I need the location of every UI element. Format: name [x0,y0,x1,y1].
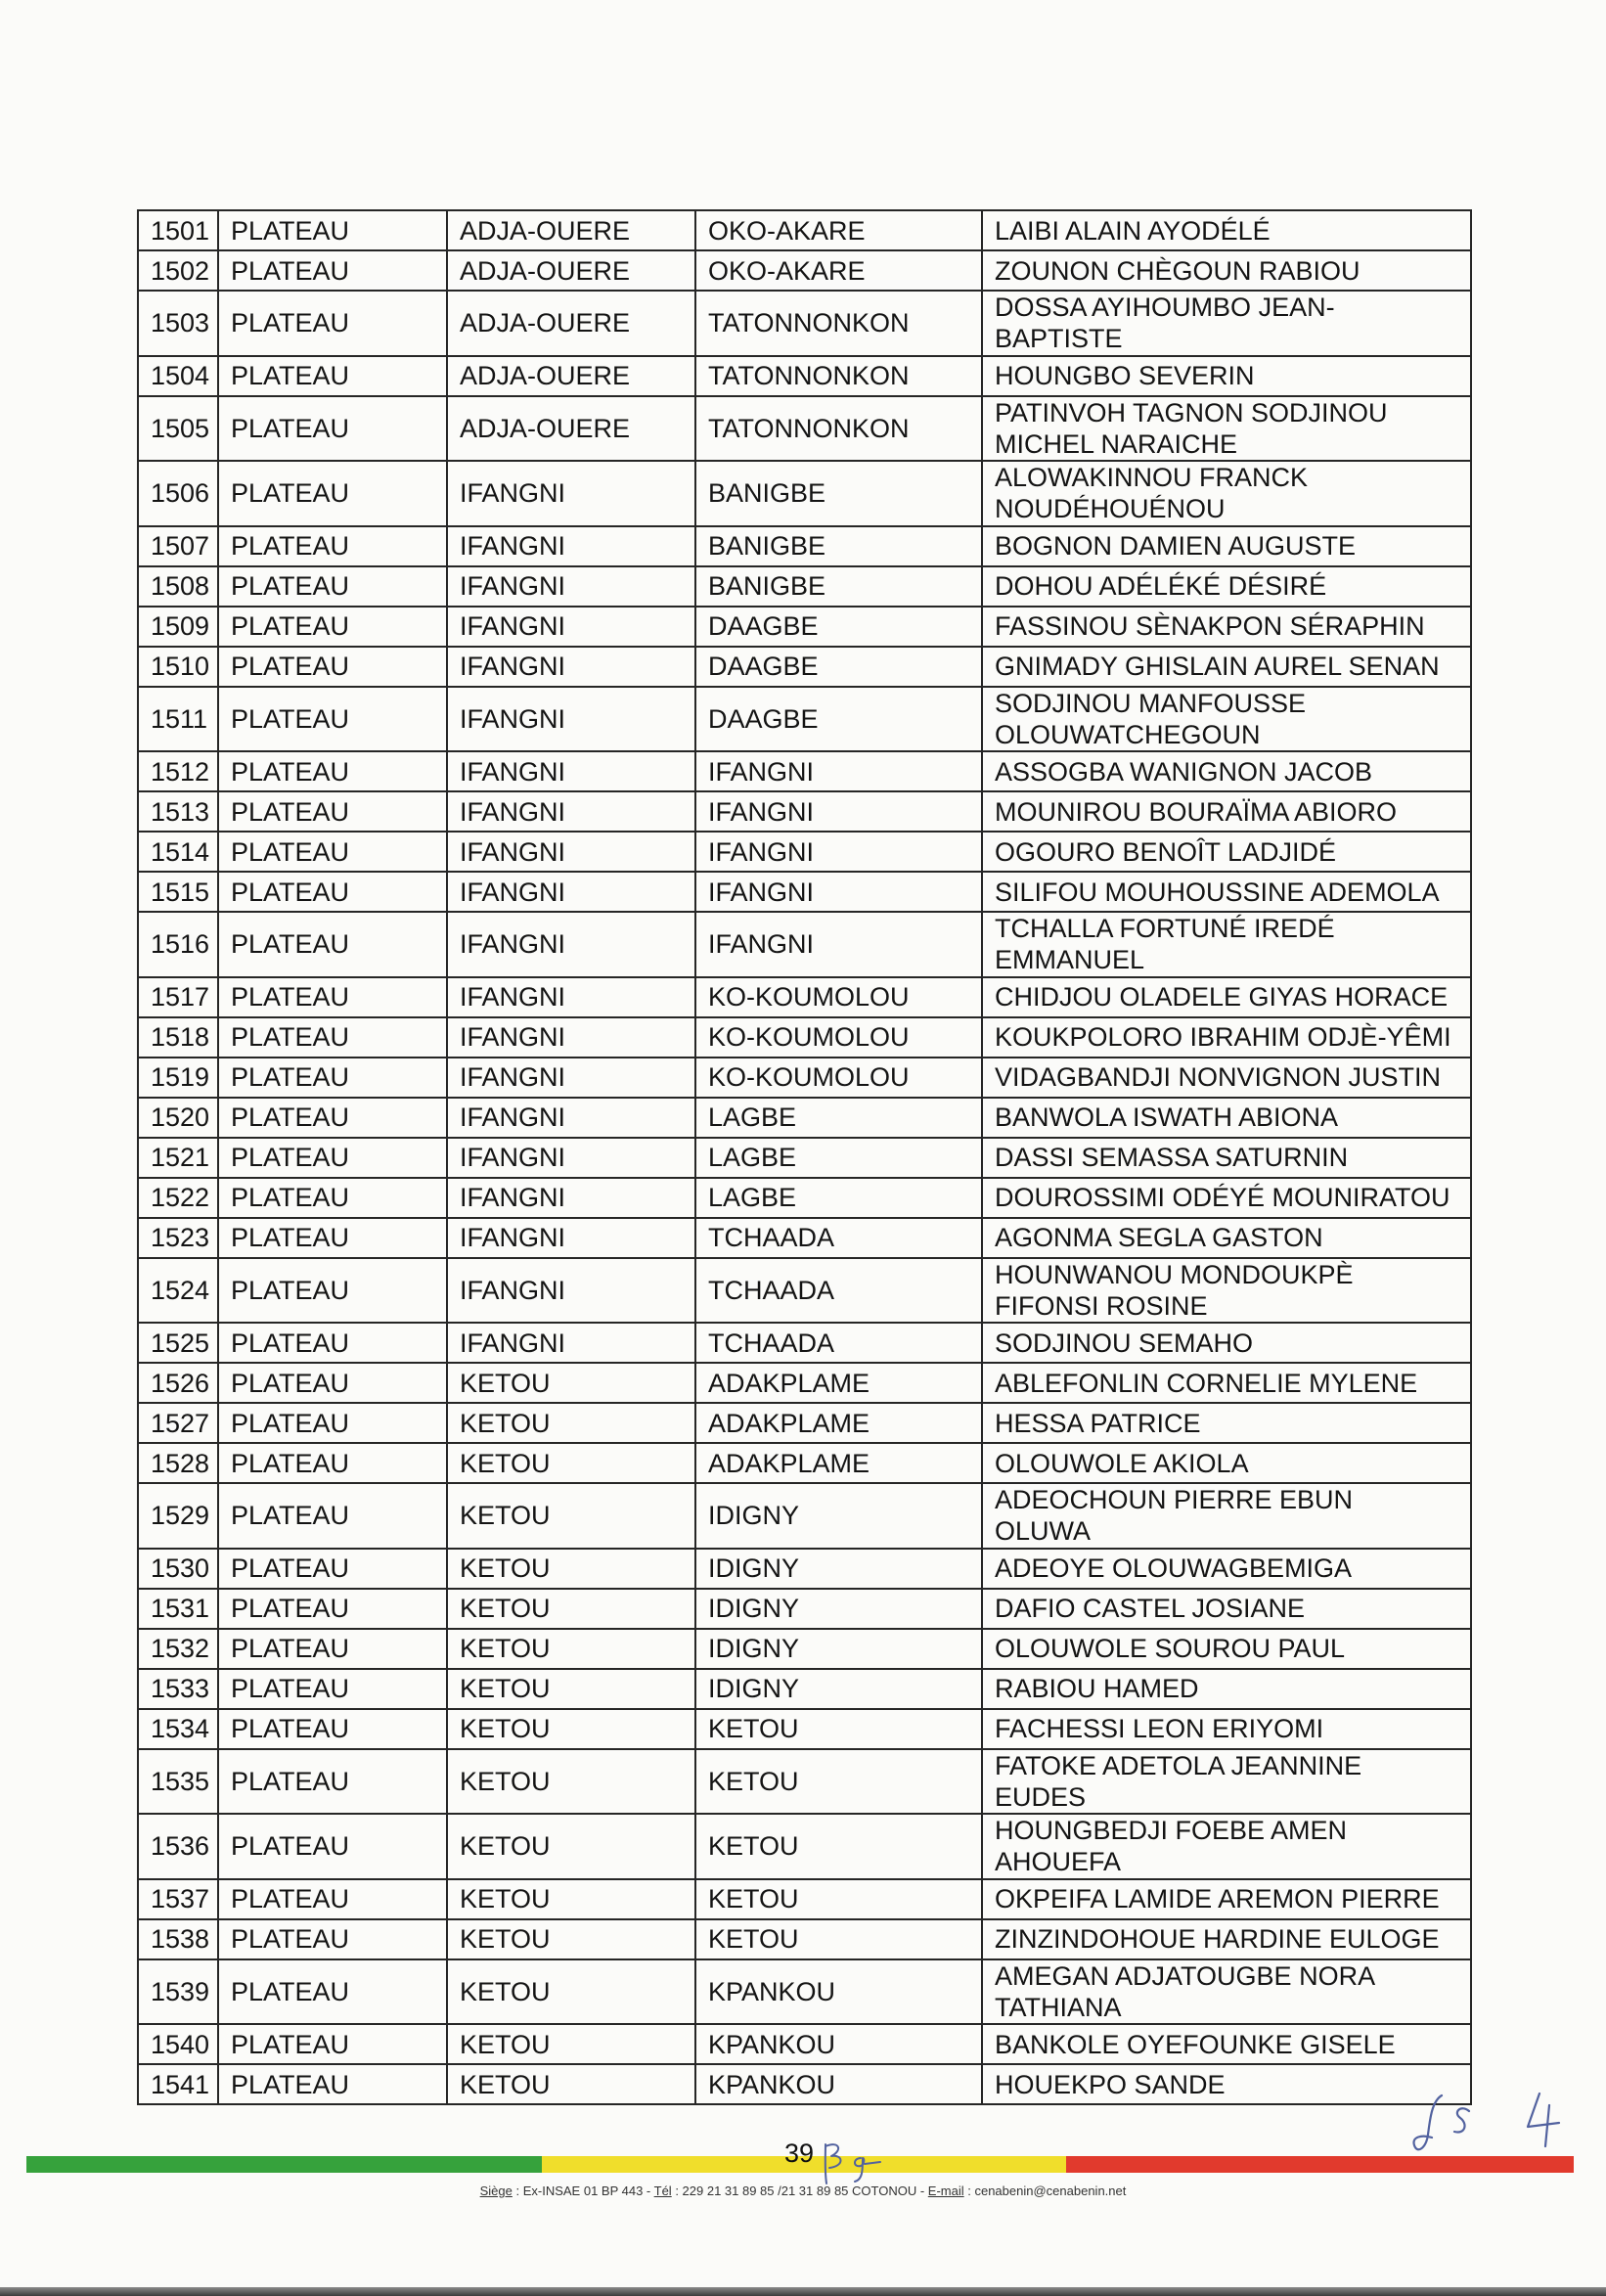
table-row [139,357,1472,397]
commune-cell: IFANGNI [448,1058,696,1099]
arrondissement-cell: IFANGNI [696,752,983,792]
department-cell: PLATEAU [219,1219,448,1259]
row-number-cell: 1523 [139,1219,219,1259]
arrondissement-cell: OKO-AKARE [696,211,983,251]
table-row [139,462,1472,527]
department-cell: PLATEAU [219,792,448,833]
department-cell: PLATEAU [219,1710,448,1750]
table-row [139,1018,1472,1058]
row-number-cell: 1530 [139,1550,219,1590]
commune-cell: IFANGNI [448,648,696,688]
siege-text: : Ex-INSAE 01 BP 443 - [512,2183,654,2198]
department-cell: PLATEAU [219,1630,448,1670]
table-row [139,1364,1472,1404]
department-cell: PLATEAU [219,648,448,688]
commune-cell: KETOU [448,1550,696,1590]
handwritten-initials [1408,2090,1575,2164]
department-cell: PLATEAU [219,462,448,527]
commune-cell: KETOU [448,1484,696,1550]
name-cell: FACHESSI LEON ERIYOMI [983,1710,1472,1750]
arrondissement-cell: KETOU [696,1710,983,1750]
arrondissement-cell: KETOU [696,1815,983,1880]
name-cell: HESSA PATRICE [983,1404,1472,1444]
commune-cell: KETOU [448,1960,696,2026]
arrondissement-cell: DAAGBE [696,608,983,648]
arrondissement-cell: TATONNONKON [696,292,983,357]
row-number-cell: 1513 [139,792,219,833]
row-number-cell: 1531 [139,1590,219,1630]
commune-cell: IFANGNI [448,1018,696,1058]
table-row [139,2065,1472,2105]
name-cell: OLOUWOLE AKIOLA [983,1444,1472,1484]
arrondissement-cell: KPANKOU [696,1960,983,2026]
commune-cell: KETOU [448,1815,696,1880]
table-row [139,1058,1472,1099]
department-cell: PLATEAU [219,752,448,792]
commune-cell: IFANGNI [448,978,696,1018]
commune-cell: ADJA-OUERE [448,251,696,292]
commune-cell: KETOU [448,1920,696,1960]
arrondissement-cell: LAGBE [696,1179,983,1219]
arrondissement-cell: LAGBE [696,1139,983,1179]
arrondissement-cell: IFANGNI [696,792,983,833]
row-number-cell: 1517 [139,978,219,1018]
row-number-cell: 1502 [139,251,219,292]
name-cell: KOUKPOLORO IBRAHIM ODJÈ-YÊMI [983,1018,1472,1058]
arrondissement-cell: LAGBE [696,1099,983,1139]
department-cell: PLATEAU [219,1139,448,1179]
table-row [139,1179,1472,1219]
footer-address [0,2183,1606,2198]
arrondissement-cell: KPANKOU [696,2065,983,2105]
tel-label: Tél [653,2183,672,2198]
commune-cell: ADJA-OUERE [448,397,696,463]
department-cell: PLATEAU [219,1880,448,1920]
name-cell: ADEOCHOUN PIERRE EBUN OLUWA [983,1484,1472,1550]
name-cell: HOUNGBEDJI FOEBE AMEN AHOUEFA [983,1815,1472,1880]
table-row [139,792,1472,833]
name-cell: BANKOLE OYEFOUNKE GISELE [983,2025,1472,2065]
table-row [139,913,1472,978]
name-cell: CHIDJOU OLADELE GIYAS HORACE [983,978,1472,1018]
table-row [139,1259,1472,1325]
name-cell: DOHOU ADÉLÉKÉ DÉSIRÉ [983,567,1472,608]
row-number-cell: 1522 [139,1179,219,1219]
name-cell: AGONMA SEGLA GASTON [983,1219,1472,1259]
row-number-cell: 1538 [139,1920,219,1960]
row-number-cell: 1504 [139,357,219,397]
department-cell: PLATEAU [219,608,448,648]
table-row [139,608,1472,648]
commune-cell: IFANGNI [448,792,696,833]
name-cell: ABLEFONLIN CORNELIE MYLENE [983,1364,1472,1404]
arrondissement-cell: KETOU [696,1920,983,1960]
department-cell: PLATEAU [219,1364,448,1404]
row-number-cell: 1521 [139,1139,219,1179]
table-row [139,752,1472,792]
department-cell: PLATEAU [219,873,448,913]
commune-cell: KETOU [448,2025,696,2065]
name-cell: HOUEKPO SANDE [983,2065,1472,2105]
department-cell: PLATEAU [219,1259,448,1325]
department-cell: PLATEAU [219,527,448,567]
commune-cell: IFANGNI [448,1219,696,1259]
table-row [139,211,1472,251]
table-row [139,251,1472,292]
department-cell: PLATEAU [219,913,448,978]
table-row [139,1710,1472,1750]
table-row [139,873,1472,913]
row-number-cell: 1519 [139,1058,219,1099]
department-cell: PLATEAU [219,292,448,357]
name-cell: FASSINOU SÈNAKPON SÉRAPHIN [983,608,1472,648]
commune-cell: ADJA-OUERE [448,211,696,251]
table-row [139,1960,1472,2026]
commune-cell: ADJA-OUERE [448,357,696,397]
arrondissement-cell: BANIGBE [696,527,983,567]
table-row [139,397,1472,463]
row-number-cell: 1537 [139,1880,219,1920]
row-number-cell: 1540 [139,2025,219,2065]
arrondissement-cell: IDIGNY [696,1630,983,1670]
name-cell: DOSSA AYIHOUMBO JEAN- BAPTISTE [983,292,1472,357]
department-cell: PLATEAU [219,1960,448,2026]
flag-red-band [1066,2156,1574,2173]
row-number-cell: 1508 [139,567,219,608]
arrondissement-cell: KO-KOUMOLOU [696,978,983,1018]
commune-cell: IFANGNI [448,1179,696,1219]
commune-cell: IFANGNI [448,752,696,792]
department-cell: PLATEAU [219,251,448,292]
row-number-cell: 1532 [139,1630,219,1670]
commune-cell: IFANGNI [448,462,696,527]
department-cell: PLATEAU [219,833,448,873]
department-cell: PLATEAU [219,567,448,608]
arrondissement-cell: TCHAADA [696,1259,983,1325]
arrondissement-cell: KO-KOUMOLOU [696,1058,983,1099]
commune-cell: KETOU [448,1404,696,1444]
table-row [139,648,1472,688]
department-cell: PLATEAU [219,211,448,251]
name-cell: DASSI SEMASSA SATURNIN [983,1139,1472,1179]
arrondissement-cell: TATONNONKON [696,357,983,397]
name-cell: ALOWAKINNOU FRANCK NOUDÉHOUÉNOU [983,462,1472,527]
table-row [139,567,1472,608]
name-cell: AMEGAN ADJATOUGBE NORA TATHIANA [983,1960,1472,2026]
department-cell: PLATEAU [219,1324,448,1364]
table-row [139,1880,1472,1920]
row-number-cell: 1507 [139,527,219,567]
commune-cell: KETOU [448,1590,696,1630]
name-cell: SODJINOU SEMAHO [983,1324,1472,1364]
arrondissement-cell: IFANGNI [696,913,983,978]
row-number-cell: 1516 [139,913,219,978]
department-cell: PLATEAU [219,1550,448,1590]
row-number-cell: 1535 [139,1750,219,1816]
row-number-cell: 1514 [139,833,219,873]
table-row [139,292,1472,357]
name-cell: FATOKE ADETOLA JEANNINE EUDES [983,1750,1472,1816]
table-row [139,833,1472,873]
table-row [139,1444,1472,1484]
name-cell: ASSOGBA WANIGNON JACOB [983,752,1472,792]
arrondissement-cell: TATONNONKON [696,397,983,463]
name-cell: DOUROSSIMI ODÉYÉ MOUNIRATOU [983,1179,1472,1219]
row-number-cell: 1524 [139,1259,219,1325]
arrondissement-cell: KETOU [696,1880,983,1920]
commune-cell: KETOU [448,1444,696,1484]
row-number-cell: 1529 [139,1484,219,1550]
department-cell: PLATEAU [219,688,448,753]
row-number-cell: 1520 [139,1099,219,1139]
name-cell: PATINVOH TAGNON SODJINOU MICHEL NARAICHE [983,397,1472,463]
row-number-cell: 1527 [139,1404,219,1444]
department-cell: PLATEAU [219,1404,448,1444]
department-cell: PLATEAU [219,1058,448,1099]
siege-label: Siège [479,2183,513,2198]
row-number-cell: 1503 [139,292,219,357]
name-cell: OLOUWOLE SOUROU PAUL [983,1630,1472,1670]
department-cell: PLATEAU [219,1099,448,1139]
arrondissement-cell: OKO-AKARE [696,251,983,292]
table-row [139,1099,1472,1139]
table-row [139,688,1472,753]
commune-cell: IFANGNI [448,913,696,978]
department-cell: PLATEAU [219,1444,448,1484]
name-cell: ZINZINDOHOUE HARDINE EULOGE [983,1920,1472,1960]
name-cell: SILIFOU MOUHOUSSINE ADEMOLA [983,873,1472,913]
email-label: E-mail [927,2183,964,2198]
row-number-cell: 1511 [139,688,219,753]
arrondissement-cell: KETOU [696,1750,983,1816]
arrondissement-cell: ADAKPLAME [696,1444,983,1484]
department-cell: PLATEAU [219,1018,448,1058]
row-number-cell: 1536 [139,1815,219,1880]
department-cell: PLATEAU [219,1670,448,1710]
arrondissement-cell: TCHAADA [696,1324,983,1364]
flag-green-band [26,2156,542,2173]
row-number-cell: 1518 [139,1018,219,1058]
commune-cell: IFANGNI [448,1099,696,1139]
department-cell: PLATEAU [219,1590,448,1630]
table-row [139,1590,1472,1630]
commune-cell: IFANGNI [448,567,696,608]
name-cell: BOGNON DAMIEN AUGUSTE [983,527,1472,567]
arrondissement-cell: DAAGBE [696,688,983,753]
arrondissement-cell: BANIGBE [696,567,983,608]
department-cell: PLATEAU [219,1920,448,1960]
row-number-cell: 1506 [139,462,219,527]
arrondissement-cell: KPANKOU [696,2025,983,2065]
table-row [139,1815,1472,1880]
name-cell: SODJINOU MANFOUSSE OLOUWATCHEGOUN [983,688,1472,753]
name-cell: VIDAGBANDJI NONVIGNON JUSTIN [983,1058,1472,1099]
commune-cell: KETOU [448,1630,696,1670]
row-number-cell: 1539 [139,1960,219,2026]
table-row [139,978,1472,1018]
table-row [139,1920,1472,1960]
row-number-cell: 1528 [139,1444,219,1484]
arrondissement-cell: KO-KOUMOLOU [696,1018,983,1058]
commune-cell: IFANGNI [448,688,696,753]
commune-cell: IFANGNI [448,1324,696,1364]
commune-cell: ADJA-OUERE [448,292,696,357]
commune-cell: IFANGNI [448,1259,696,1325]
commune-cell: KETOU [448,1710,696,1750]
row-number-cell: 1526 [139,1364,219,1404]
arrondissement-cell: IDIGNY [696,1590,983,1630]
name-cell: LAIBI ALAIN AYODÉLÉ [983,211,1472,251]
arrondissement-cell: IFANGNI [696,833,983,873]
table-row [139,1404,1472,1444]
name-cell: ADEOYE OLOUWAGBEMIGA [983,1550,1472,1590]
department-cell: PLATEAU [219,1750,448,1816]
row-number-cell: 1515 [139,873,219,913]
commune-cell: IFANGNI [448,1139,696,1179]
name-cell: BANWOLA ISWATH ABIONA [983,1099,1472,1139]
department-cell: PLATEAU [219,2065,448,2105]
commune-cell: KETOU [448,1670,696,1710]
commune-cell: KETOU [448,1880,696,1920]
row-number-cell: 1525 [139,1324,219,1364]
arrondissement-cell: ADAKPLAME [696,1404,983,1444]
row-number-cell: 1512 [139,752,219,792]
table-row [139,1139,1472,1179]
row-number-cell: 1501 [139,211,219,251]
page-number: 39 [784,2138,815,2168]
department-cell: PLATEAU [219,1484,448,1550]
table-row [139,2025,1472,2065]
scan-edge [0,2287,1606,2296]
name-cell: HOUNWANOU MONDOUKPÈ FIFONSI ROSINE [983,1259,1472,1325]
name-cell: OKPEIFA LAMIDE AREMON PIERRE [983,1880,1472,1920]
email-text: : cenabenin@cenabenin.net [963,2183,1127,2198]
arrondissement-cell: IDIGNY [696,1484,983,1550]
arrondissement-cell: BANIGBE [696,462,983,527]
department-cell: PLATEAU [219,357,448,397]
department-cell: PLATEAU [219,397,448,463]
candidates-table [137,209,1472,2105]
commune-cell: IFANGNI [448,833,696,873]
arrondissement-cell: IDIGNY [696,1550,983,1590]
arrondissement-cell: IFANGNI [696,873,983,913]
arrondissement-cell: IDIGNY [696,1670,983,1710]
commune-cell: KETOU [448,1364,696,1404]
department-cell: PLATEAU [219,2025,448,2065]
table-row [139,1630,1472,1670]
name-cell: RABIOU HAMED [983,1670,1472,1710]
row-number-cell: 1509 [139,608,219,648]
department-cell: PLATEAU [219,1815,448,1880]
table-row [139,1550,1472,1590]
commune-cell: IFANGNI [448,873,696,913]
tel-text: : 229 21 31 89 85 /21 31 89 85 COTONOU - [671,2183,928,2198]
arrondissement-cell: TCHAADA [696,1219,983,1259]
table-row [139,1219,1472,1259]
department-cell: PLATEAU [219,1179,448,1219]
table-row [139,527,1472,567]
name-cell: MOUNIROU BOURAÏMA ABIORO [983,792,1472,833]
table-row [139,1670,1472,1710]
row-number-cell: 1505 [139,397,219,463]
name-cell: DAFIO CASTEL JOSIANE [983,1590,1472,1630]
department-cell: PLATEAU [219,978,448,1018]
table-row [139,1484,1472,1550]
name-cell: HOUNGBO SEVERIN [983,357,1472,397]
table-row [139,1750,1472,1816]
arrondissement-cell: DAAGBE [696,648,983,688]
name-cell: ZOUNON CHÈGOUN RABIOU [983,251,1472,292]
name-cell: GNIMADY GHISLAIN AUREL SENAN [983,648,1472,688]
commune-cell: IFANGNI [448,608,696,648]
commune-cell: KETOU [448,1750,696,1816]
name-cell: OGOURO BENOÎT LADJIDÉ [983,833,1472,873]
row-number-cell: 1510 [139,648,219,688]
row-number-cell: 1533 [139,1670,219,1710]
name-cell: TCHALLA FORTUNÉ IREDÉ EMMANUEL [983,913,1472,978]
handwritten-paraph [818,2137,888,2189]
row-number-cell: 1541 [139,2065,219,2105]
row-number-cell: 1534 [139,1710,219,1750]
arrondissement-cell: ADAKPLAME [696,1364,983,1404]
commune-cell: IFANGNI [448,527,696,567]
commune-cell: KETOU [448,2065,696,2105]
table-row [139,1324,1472,1364]
